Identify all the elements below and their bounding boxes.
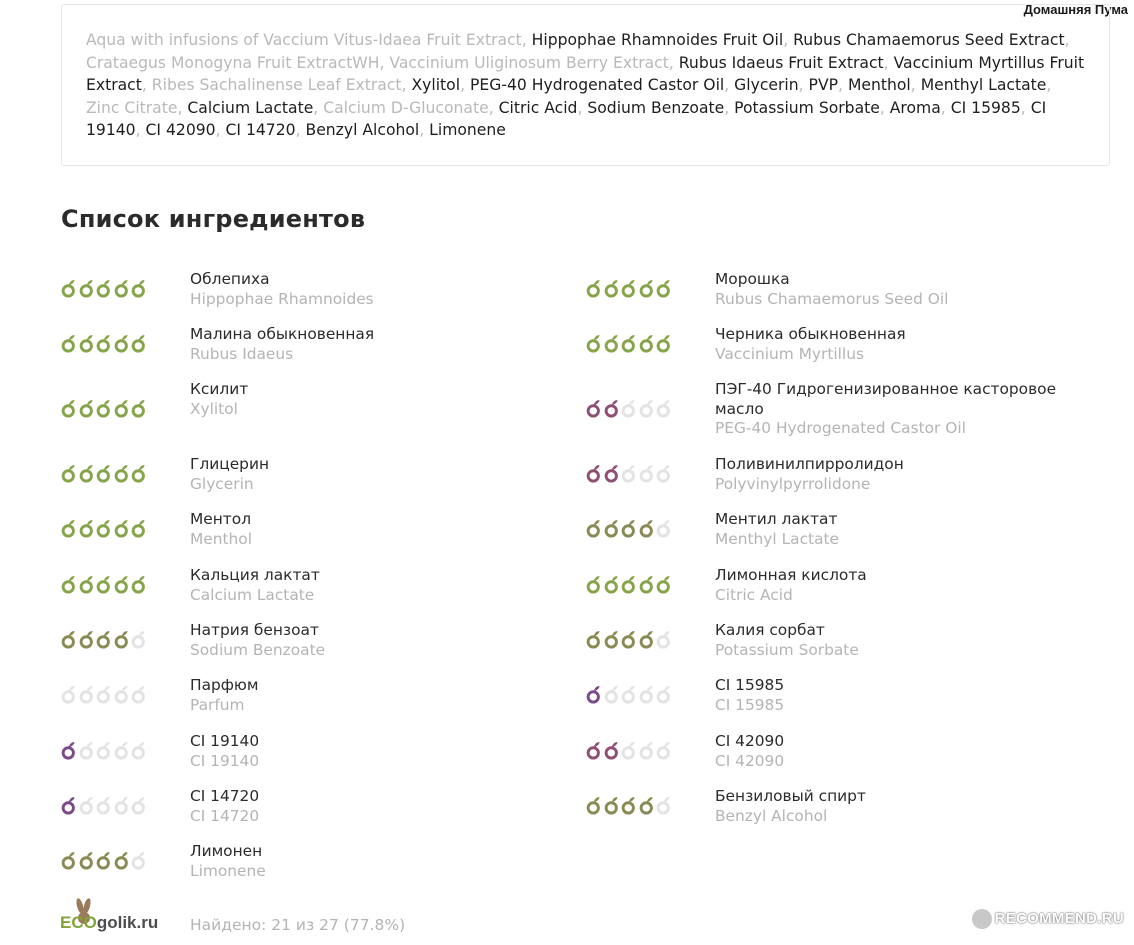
ingredient-name-ru[interactable]: Натрия бензоат [190,621,319,639]
rating-berry-icon [130,278,148,298]
ingredient-name-ru[interactable]: CI 15985 [715,676,785,694]
ingredient-name-latin: Potassium Sorbate [715,640,859,659]
composition-separator: , [940,98,951,117]
ingredient-name-latin: CI 15985 [715,695,785,714]
ingredient-name-ru[interactable]: Морошка [715,270,790,288]
ingredient-names [190,455,580,494]
rating-berry-icon [638,795,656,815]
ingredient-name-latin: Hippophae Rhamnoides [190,289,374,308]
ingredient-rating [585,463,695,483]
rating-berry-icon [655,740,673,760]
ingredient-name-ru[interactable]: Калия сорбат [715,621,825,639]
ingredient-name-ru[interactable]: Кальция лактат [190,566,320,584]
ingredient-rating [585,518,695,538]
section-title: Список ингредиентов [61,205,366,233]
rating-berry-icon [95,518,113,538]
ingredient-name-ru[interactable]: Ментил лактат [715,510,838,528]
composition-ingredient: PVP [808,76,839,95]
composition-separator: , [879,98,890,117]
composition-separator: , [488,98,499,117]
composition-ingredient: Crataegus Monogyna Fruit ExtractWH [86,53,380,72]
found-summary: Найдено: 21 из 27 (77.8%) [190,916,406,934]
rating-berry-icon [638,463,656,483]
rating-berry-icon [113,850,131,870]
rating-berry-icon [60,684,78,704]
composition-separator: , [401,76,412,95]
ingredient-name-latin: Vaccinium Myrtillus [715,344,864,363]
composition-separator: , [460,76,470,95]
rating-berry-icon [60,740,78,760]
rating-berry-icon [78,574,96,594]
rating-berry-icon [95,278,113,298]
rating-berry-icon [655,629,673,649]
ingredient-names [715,787,1105,826]
ingredient-name-ru[interactable]: Ксилит [190,380,249,398]
rating-berry-icon [655,795,673,815]
composition-separator: , [668,53,679,72]
ingredient-name-latin: PEG-40 Hydrogenated Castor Oil [715,419,966,437]
ingredient-name-ru[interactable]: Черника обыкновенная [715,325,906,343]
rating-berry-icon [130,629,148,649]
composition-separator: , [379,53,390,72]
rating-berry-icon [638,684,656,704]
rating-berry-icon [95,740,113,760]
ingredient-name-latin: Citric Acid [715,585,793,604]
rating-berry-icon [655,463,673,483]
ingredient-name-latin: Parfum [190,695,245,714]
rating-berry-icon [60,333,78,353]
rating-berry-icon [113,629,131,649]
ingredient-name-latin: Menthyl Lactate [715,529,840,548]
rating-berry-icon [638,278,656,298]
rating-berry-icon [78,333,96,353]
composition-separator: , [724,98,735,117]
rating-berry-icon [620,463,638,483]
rating-berry-icon [585,574,603,594]
composition-ingredient: Aroma [889,98,941,117]
rating-berry-icon [60,278,78,298]
rating-berry-icon [130,463,148,483]
rating-berry-icon [620,684,638,704]
rating-berry-icon [60,850,78,870]
ingredient-names [190,676,580,715]
rating-berry-icon [78,629,96,649]
ingredient-rating [60,518,170,538]
ingredient-name-ru[interactable]: Лимонная кислота [715,566,867,584]
composition-ingredient: Hippophae Rhamnoides Fruit Oil [531,31,784,49]
composition-ingredient: Potassium Sorbate [734,98,880,117]
ingredient-name-ru[interactable]: Малина обыкновенная [190,325,375,343]
ingredient-rating [585,684,695,704]
rating-berry-icon [130,398,148,418]
composition-ingredient: CI 42090 [145,121,216,140]
rating-berry-icon [130,574,148,594]
ingredient-names [715,455,1105,494]
ingredient-name-latin: Benzyl Alcohol [715,806,828,825]
rating-berry-icon [638,574,656,594]
watermark-author: Домашняя Пума [1023,2,1128,17]
rating-berry-icon [95,795,113,815]
rating-berry-icon [585,518,603,538]
rating-berry-icon [603,795,621,815]
rating-berry-icon [585,333,603,353]
composition-separator: , [419,121,430,140]
rating-berry-icon [60,398,78,418]
composition-ingredient: Zinc Citrate [86,98,178,117]
rating-berry-icon [60,574,78,594]
rating-berry-icon [585,629,603,649]
ingredient-rating [60,278,170,298]
composition-separator: , [798,76,809,95]
rating-berry-icon [638,398,656,418]
ingredient-names [715,676,1105,715]
ingredient-rating [60,574,170,594]
rating-berry-icon [113,278,131,298]
ingredient-rating [60,398,170,418]
rating-berry-icon [113,333,131,353]
composition-separator: , [141,76,152,95]
rating-berry-icon [95,684,113,704]
rating-berry-icon [95,574,113,594]
rating-berry-icon [585,278,603,298]
composition-ingredient: Citric Acid [498,98,578,117]
rating-berry-icon [113,684,131,704]
ingredient-names [715,510,1105,549]
composition-separator: , [215,121,226,140]
rating-berry-icon [78,518,96,538]
ingredient-name-latin: CI 42090 [715,751,785,770]
composition-ingredient: Benzyl Alcohol [305,121,420,140]
rating-berry-icon [78,740,96,760]
rating-berry-icon [113,518,131,538]
logo-golik: golik [96,913,137,932]
composition-separator: , [577,98,588,117]
rating-berry-icon [60,795,78,815]
ingredient-name-ru[interactable]: Ментол [190,510,252,528]
ingredient-names [190,325,580,364]
composition-ingredient: Glycerin [734,76,799,95]
composition-separator: , [724,76,735,95]
composition-separator: , [177,98,188,117]
rating-berry-icon [603,574,621,594]
composition-ingredient: Calcium Lactate [187,98,314,117]
rating-berry-icon [620,574,638,594]
rating-berry-icon [585,684,603,704]
ingredient-name-latin: Limonene [190,861,266,880]
ingredient-rating [60,740,170,760]
rating-berry-icon [620,629,638,649]
composition-separator: , [838,76,848,95]
rating-berry-icon [585,463,603,483]
rating-berry-icon [603,740,621,760]
ingredient-names [190,732,580,771]
rating-berry-icon [78,795,96,815]
composition-separator: , [1020,98,1031,117]
rating-berry-icon [78,684,96,704]
composition-ingredient: Sodium Benzoate [587,98,725,117]
rating-berry-icon [603,333,621,353]
ingredient-rating [60,795,170,815]
ingredient-name-ru[interactable]: Поливинилпирролидон [715,455,904,473]
composition-ingredient: Xylitol [411,76,461,95]
rating-berry-icon [60,518,78,538]
rating-berry-icon [113,398,131,418]
rating-berry-icon [130,518,148,538]
recommend-watermark [972,909,1124,929]
rating-berry-icon [78,463,96,483]
rating-berry-icon [620,278,638,298]
ingredient-name-latin: Sodium Benzoate [190,640,326,659]
rating-berry-icon [95,398,113,418]
composition-ingredient: Rubus Chamaemorus Seed Extract [793,31,1065,49]
rating-berry-icon [130,740,148,760]
ingredient-name-latin: CI 19140 [190,751,260,770]
ingredient-name-ru[interactable]: Глицерин [190,455,270,473]
ingredient-name-latin: Menthol [190,529,252,548]
ingredient-rating [60,333,170,353]
ingredient-rating [585,278,695,298]
rating-berry-icon [130,684,148,704]
ingredient-names [190,787,580,826]
ingredient-names [715,566,1105,605]
ingredient-name-ru[interactable]: Облепиха [190,270,270,288]
rating-berry-icon [620,740,638,760]
composition-ingredient: PEG-40 Hydrogenated Castor Oil [469,76,725,95]
recommend-text: RECOMMEND.RU [994,909,1124,927]
ingredient-name-ru[interactable]: ПЭГ-40 Гидрогенизированное касторовое масло [715,380,1057,418]
rating-berry-icon [113,795,131,815]
ingredient-name-ru[interactable]: Бензиловый спирт [715,787,866,805]
rating-berry-icon [603,518,621,538]
rating-berry-icon [130,850,148,870]
composition-ingredient: CI 15985 [950,98,1021,117]
rating-berry-icon [585,398,603,418]
ingredient-names [190,842,580,881]
ingredient-names [190,510,580,549]
logo-ru: .ru [136,913,159,932]
rating-berry-icon [638,333,656,353]
ecogolik-logo[interactable] [60,898,180,938]
ingredient-names [715,270,1105,309]
ingredient-names [715,380,1105,439]
rating-berry-icon [638,740,656,760]
rating-berry-icon [655,398,673,418]
rating-berry-icon [60,629,78,649]
rating-berry-icon [78,398,96,418]
rating-berry-icon [585,740,603,760]
rating-berry-icon [603,278,621,298]
ingredient-name-latin: Calcium Lactate [190,585,315,604]
composition-ingredient: Calcium D-Gluconate [323,98,489,117]
ingredient-names [190,621,580,660]
rating-berry-icon [620,518,638,538]
ingredient-name-latin: Rubus Idaeus [190,344,294,363]
rating-berry-icon [620,333,638,353]
rating-berry-icon [655,333,673,353]
rating-berry-icon [130,333,148,353]
ingredient-rating [60,463,170,483]
rating-berry-icon [130,795,148,815]
composition-separator: , [1046,76,1052,95]
rating-berry-icon [603,684,621,704]
composition-ingredient: Ribes Sachalinense Leaf Extract [151,76,402,95]
rating-berry-icon [638,518,656,538]
composition-ingredient: CI 14720 [225,121,296,140]
composition-ingredient: Menthyl Lactate [920,76,1047,95]
composition-ingredient: Vaccinium Uliginosum Berry Extract [389,53,669,72]
ingredient-names [715,325,1105,364]
ingredient-name-ru[interactable]: CI 19140 [190,732,260,750]
composition-separator: , [783,31,794,49]
ingredient-name-latin: Polyvinylpyrrolidone [715,474,871,493]
composition-separator: , [521,31,532,49]
ingredient-name-ru[interactable]: CI 42090 [715,732,785,750]
ingredient-rating [585,740,695,760]
rating-berry-icon [655,574,673,594]
rating-berry-icon [655,684,673,704]
rating-berry-icon [95,463,113,483]
ingredient-name-latin: Rubus Chamaemorus Seed Oil [715,289,949,308]
composition-ingredient: CI 19140 [86,98,1047,140]
composition-ingredient: Rubus Idaeus Fruit Extract [678,53,884,72]
ingredient-name-latin: Glycerin [190,474,254,493]
composition-separator: , [1064,31,1070,49]
ingredient-rating [585,574,695,594]
rating-berry-icon [78,850,96,870]
ingredient-rating [60,684,170,704]
rating-berry-icon [113,740,131,760]
composition-separator: , [135,121,146,140]
ingredient-rating [60,850,170,870]
ingredient-rating [585,795,695,815]
rating-berry-icon [95,850,113,870]
composition-separator: , [883,53,894,72]
rating-berry-icon [78,278,96,298]
rating-berry-icon [113,463,131,483]
rating-berry-icon [655,518,673,538]
ingredient-name-latin: Xylitol [190,399,238,418]
rating-berry-icon [95,629,113,649]
ingredient-rating [60,629,170,649]
ingredient-names [715,732,1105,771]
ingredient-name-ru[interactable]: CI 14720 [190,787,260,805]
ingredient-names [190,270,580,309]
rating-berry-icon [620,398,638,418]
rating-berry-icon [603,463,621,483]
rating-berry-icon [638,629,656,649]
rating-berry-icon [655,278,673,298]
rating-berry-icon [113,574,131,594]
composition-separator: , [313,98,324,117]
rating-berry-icon [603,398,621,418]
composition-ingredient: Aqua with infusions of Vaccium Vitus-Idaea Fruit Extract [86,31,522,49]
ingredient-name-latin: CI 14720 [190,806,260,825]
composition-ingredient: Vaccinium Myrtillus Fruit Extract [86,53,1085,95]
composition-ingredient: Menthol [847,76,911,95]
ingredient-rating [585,333,695,353]
ingredient-names [190,380,580,419]
rating-berry-icon [620,795,638,815]
ingredient-rating [585,398,695,418]
ingredient-name-ru[interactable]: Парфюм [190,676,259,694]
logo-eco: ECO [60,913,97,932]
ingredient-name-ru[interactable]: Лимонен [190,842,263,860]
rating-berry-icon [95,333,113,353]
composition-separator: , [910,76,921,95]
composition-separator: , [295,121,306,140]
ingredient-rating [585,629,695,649]
composition-ingredient: Limonene [429,121,506,140]
rating-berry-icon [603,629,621,649]
recommend-logo-icon [972,909,992,929]
rating-berry-icon [585,795,603,815]
ingredient-names [190,566,580,605]
ingredient-names [715,621,1105,660]
rating-berry-icon [60,463,78,483]
